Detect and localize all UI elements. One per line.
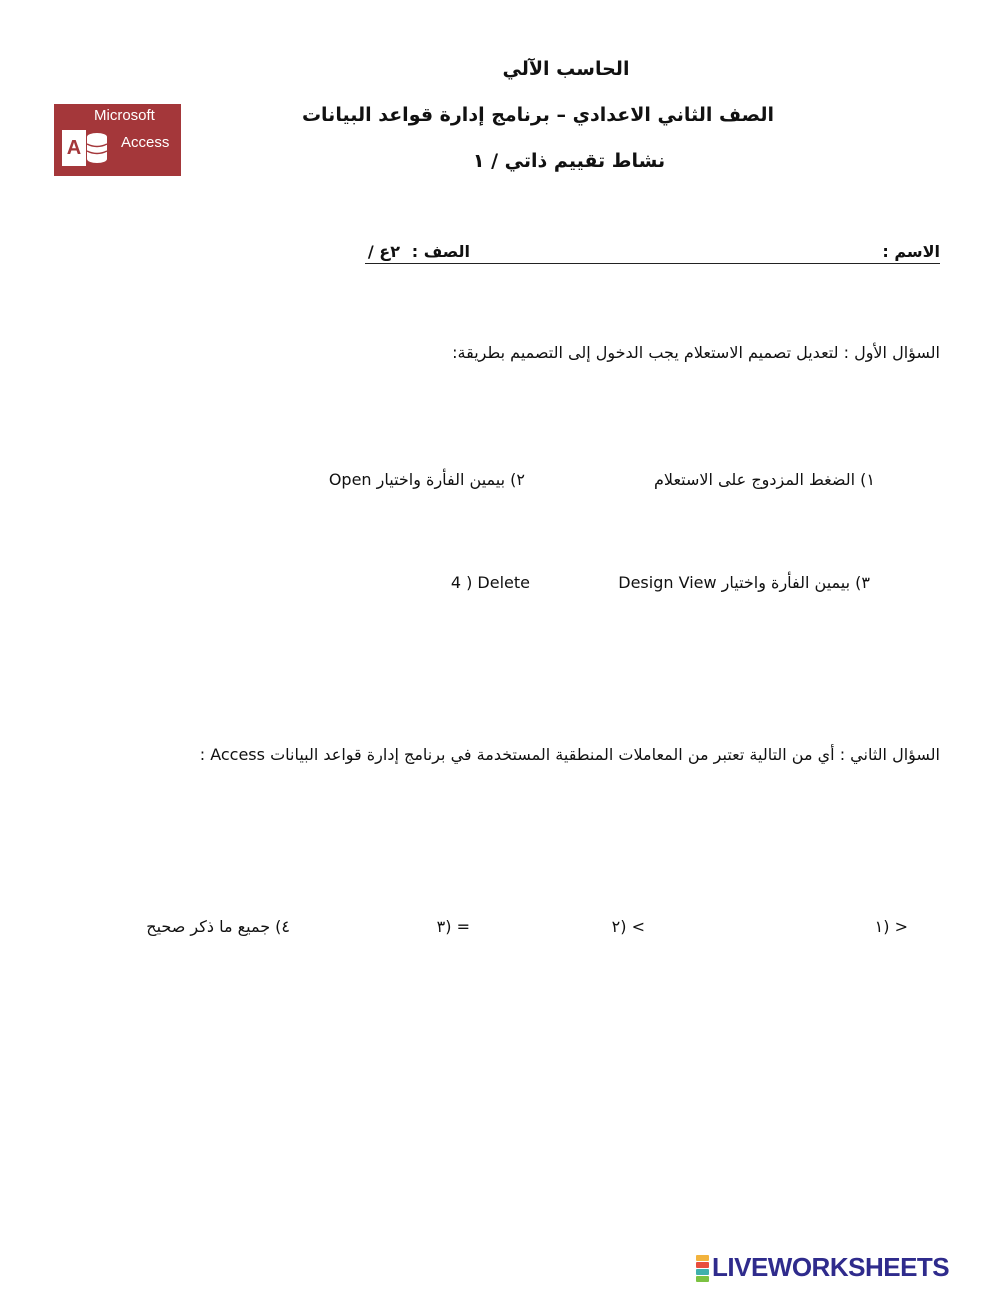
liveworksheets-logo-icon [696,1255,709,1283]
database-icon [84,130,110,166]
activity-title: نشاط تقييم ذاتي / ١ [472,150,666,172]
name-underline [365,263,940,264]
question-1-option-4[interactable]: 4 ) Delete [450,573,530,592]
microsoft-access-logo [54,104,181,176]
question-1-option-2[interactable]: ٢) بيمين الفأرة واختيار Open [328,470,525,489]
logo-microsoft-text: Microsoft [94,107,155,124]
question-2-text: السؤال الثاني : أي من التالية تعتبر من المعاملات المنطقية المستخدمة في برنامج إدارة قواعد البيانات Access : [199,745,940,764]
question-1-option-1[interactable]: ١) الضغط المزدوج على الاستعلام [653,470,875,489]
name-label: الاسم : [882,242,940,261]
question-2-option-2[interactable]: ٢) < [611,917,645,936]
subject-title: الحاسب الآلي [502,58,630,80]
question-1-text: السؤال الأول : لتعديل تصميم الاستعلام يجب الدخول إلى التصميم بطريقة: [452,343,940,362]
question-2-option-4[interactable]: ٤) جميع ما ذكر صحيح [146,917,290,936]
logo-access-text: Access [121,134,170,151]
class-value: ٢ع / [367,242,400,261]
logo-letter: A [62,130,86,166]
liveworksheets-text: LIVEWORKSHEETS [712,1252,950,1282]
question-2-option-3[interactable]: ٣) = [436,917,470,936]
question-2-option-1[interactable]: ١) > [874,917,908,936]
grade-program-title: الصف الثاني الاعدادي – برنامج إدارة قواعد البيانات [301,104,775,126]
question-1-option-3[interactable]: ٣) بيمين الفأرة واختيار Design View [618,573,870,592]
class-label: الصف : [411,242,470,261]
